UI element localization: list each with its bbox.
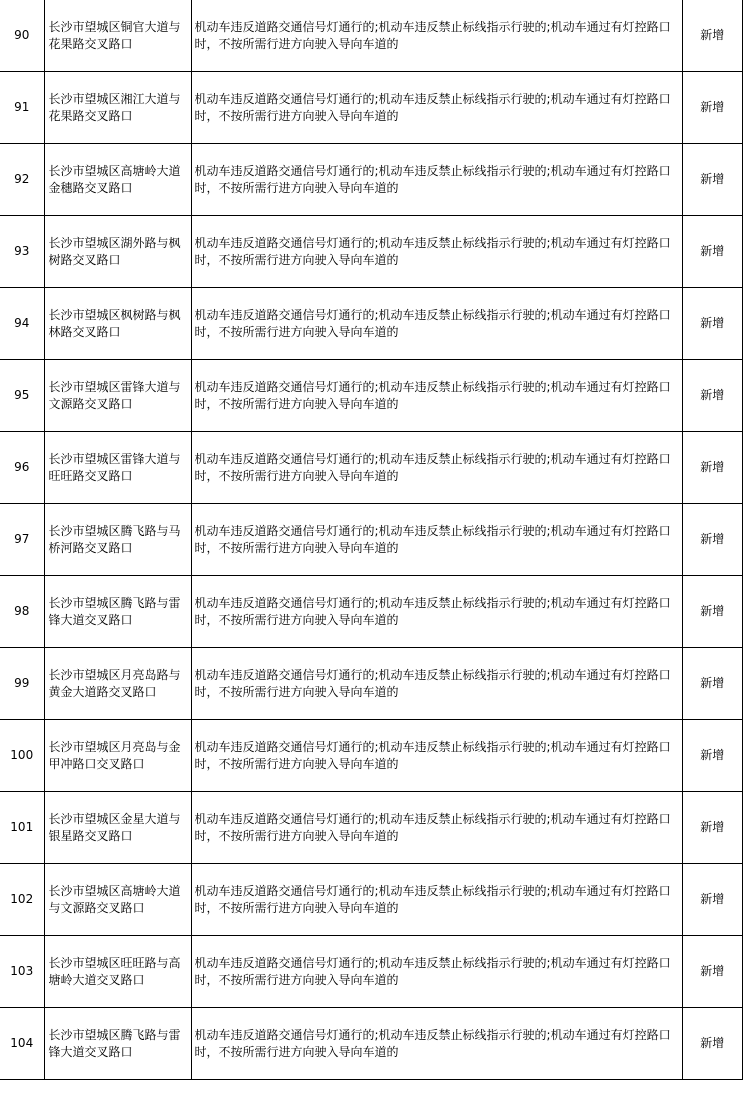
row-status: 新增 (682, 0, 743, 72)
row-status: 新增 (682, 792, 743, 864)
row-status: 新增 (682, 576, 743, 648)
row-number: 95 (0, 360, 44, 432)
row-number: 102 (0, 864, 44, 936)
row-violation-description: 机动车违反道路交通信号灯通行的;机动车违反禁止标线指示行驶的;机动车通过有灯控路口时，不按所需行进方向驶入导向车道的 (191, 432, 682, 504)
row-location: 长沙市望城区腾飞路与马桥河路交叉路口 (44, 504, 191, 576)
table-row (0, 288, 743, 360)
row-violation-description: 机动车违反道路交通信号灯通行的;机动车违反禁止标线指示行驶的;机动车通过有灯控路口时，不按所需行进方向驶入导向车道的 (191, 792, 682, 864)
table-row (0, 144, 743, 216)
row-location: 长沙市望城区铜官大道与花果路交叉路口 (44, 0, 191, 72)
table-row (0, 1008, 743, 1080)
table-row (0, 792, 743, 864)
row-violation-description: 机动车违反道路交通信号灯通行的;机动车违反禁止标线指示行驶的;机动车通过有灯控路口时，不按所需行进方向驶入导向车道的 (191, 72, 682, 144)
row-status: 新增 (682, 504, 743, 576)
row-status: 新增 (682, 936, 743, 1008)
row-violation-description: 机动车违反道路交通信号灯通行的;机动车违反禁止标线指示行驶的;机动车通过有灯控路口时，不按所需行进方向驶入导向车道的 (191, 648, 682, 720)
table-row (0, 72, 743, 144)
table-row (0, 936, 743, 1008)
table-row (0, 864, 743, 936)
row-violation-description: 机动车违反道路交通信号灯通行的;机动车违反禁止标线指示行驶的;机动车通过有灯控路口时，不按所需行进方向驶入导向车道的 (191, 360, 682, 432)
table-row (0, 504, 743, 576)
table-row (0, 216, 743, 288)
row-location: 长沙市望城区腾飞路与雷锋大道交叉路口 (44, 1008, 191, 1080)
row-status: 新增 (682, 288, 743, 360)
table-row (0, 360, 743, 432)
row-status: 新增 (682, 864, 743, 936)
row-number: 101 (0, 792, 44, 864)
row-number: 91 (0, 72, 44, 144)
table-row (0, 0, 743, 72)
row-location: 长沙市望城区腾飞路与雷锋大道交叉路口 (44, 576, 191, 648)
row-number: 104 (0, 1008, 44, 1080)
row-status: 新增 (682, 72, 743, 144)
row-number: 98 (0, 576, 44, 648)
table-row (0, 720, 743, 792)
row-status: 新增 (682, 216, 743, 288)
table-row (0, 576, 743, 648)
row-location: 长沙市望城区金星大道与银星路交叉路口 (44, 792, 191, 864)
row-violation-description: 机动车违反道路交通信号灯通行的;机动车违反禁止标线指示行驶的;机动车通过有灯控路口时，不按所需行进方向驶入导向车道的 (191, 144, 682, 216)
row-number: 99 (0, 648, 44, 720)
row-number: 94 (0, 288, 44, 360)
row-location: 长沙市望城区月亮岛与金甲冲路口交叉路口 (44, 720, 191, 792)
row-location: 长沙市望城区雷锋大道与旺旺路交叉路口 (44, 432, 191, 504)
row-status: 新增 (682, 432, 743, 504)
row-status: 新增 (682, 144, 743, 216)
row-status: 新增 (682, 720, 743, 792)
row-location: 长沙市望城区枫树路与枫林路交叉路口 (44, 288, 191, 360)
row-location: 长沙市望城区雷锋大道与文源路交叉路口 (44, 360, 191, 432)
table-row (0, 432, 743, 504)
row-violation-description: 机动车违反道路交通信号灯通行的;机动车违反禁止标线指示行驶的;机动车通过有灯控路口时，不按所需行进方向驶入导向车道的 (191, 936, 682, 1008)
row-location: 长沙市望城区高塘岭大道金穗路交叉路口 (44, 144, 191, 216)
table-row (0, 648, 743, 720)
row-violation-description: 机动车违反道路交通信号灯通行的;机动车违反禁止标线指示行驶的;机动车通过有灯控路口时，不按所需行进方向驶入导向车道的 (191, 576, 682, 648)
row-location: 长沙市望城区旺旺路与高塘岭大道交叉路口 (44, 936, 191, 1008)
row-location: 长沙市望城区湖外路与枫树路交叉路口 (44, 216, 191, 288)
row-number: 92 (0, 144, 44, 216)
row-violation-description: 机动车违反道路交通信号灯通行的;机动车违反禁止标线指示行驶的;机动车通过有灯控路口时，不按所需行进方向驶入导向车道的 (191, 720, 682, 792)
row-violation-description: 机动车违反道路交通信号灯通行的;机动车违反禁止标线指示行驶的;机动车通过有灯控路口时，不按所需行进方向驶入导向车道的 (191, 504, 682, 576)
row-number: 97 (0, 504, 44, 576)
row-violation-description: 机动车违反道路交通信号灯通行的;机动车违反禁止标线指示行驶的;机动车通过有灯控路口时，不按所需行进方向驶入导向车道的 (191, 1008, 682, 1080)
row-location: 长沙市望城区高塘岭大道与文源路交叉路口 (44, 864, 191, 936)
row-location: 长沙市望城区月亮岛路与黄金大道路交叉路口 (44, 648, 191, 720)
row-number: 96 (0, 432, 44, 504)
row-number: 100 (0, 720, 44, 792)
row-number: 90 (0, 0, 44, 72)
row-status: 新增 (682, 1008, 743, 1080)
row-violation-description: 机动车违反道路交通信号灯通行的;机动车违反禁止标线指示行驶的;机动车通过有灯控路口时，不按所需行进方向驶入导向车道的 (191, 0, 682, 72)
row-number: 103 (0, 936, 44, 1008)
row-status: 新增 (682, 360, 743, 432)
row-violation-description: 机动车违反道路交通信号灯通行的;机动车违反禁止标线指示行驶的;机动车通过有灯控路口时，不按所需行进方向驶入导向车道的 (191, 864, 682, 936)
row-violation-description: 机动车违反道路交通信号灯通行的;机动车违反禁止标线指示行驶的;机动车通过有灯控路口时，不按所需行进方向驶入导向车道的 (191, 216, 682, 288)
row-location: 长沙市望城区湘江大道与花果路交叉路口 (44, 72, 191, 144)
row-status: 新增 (682, 648, 743, 720)
row-number: 93 (0, 216, 44, 288)
row-violation-description: 机动车违反道路交通信号灯通行的;机动车违反禁止标线指示行驶的;机动车通过有灯控路口时，不按所需行进方向驶入导向车道的 (191, 288, 682, 360)
